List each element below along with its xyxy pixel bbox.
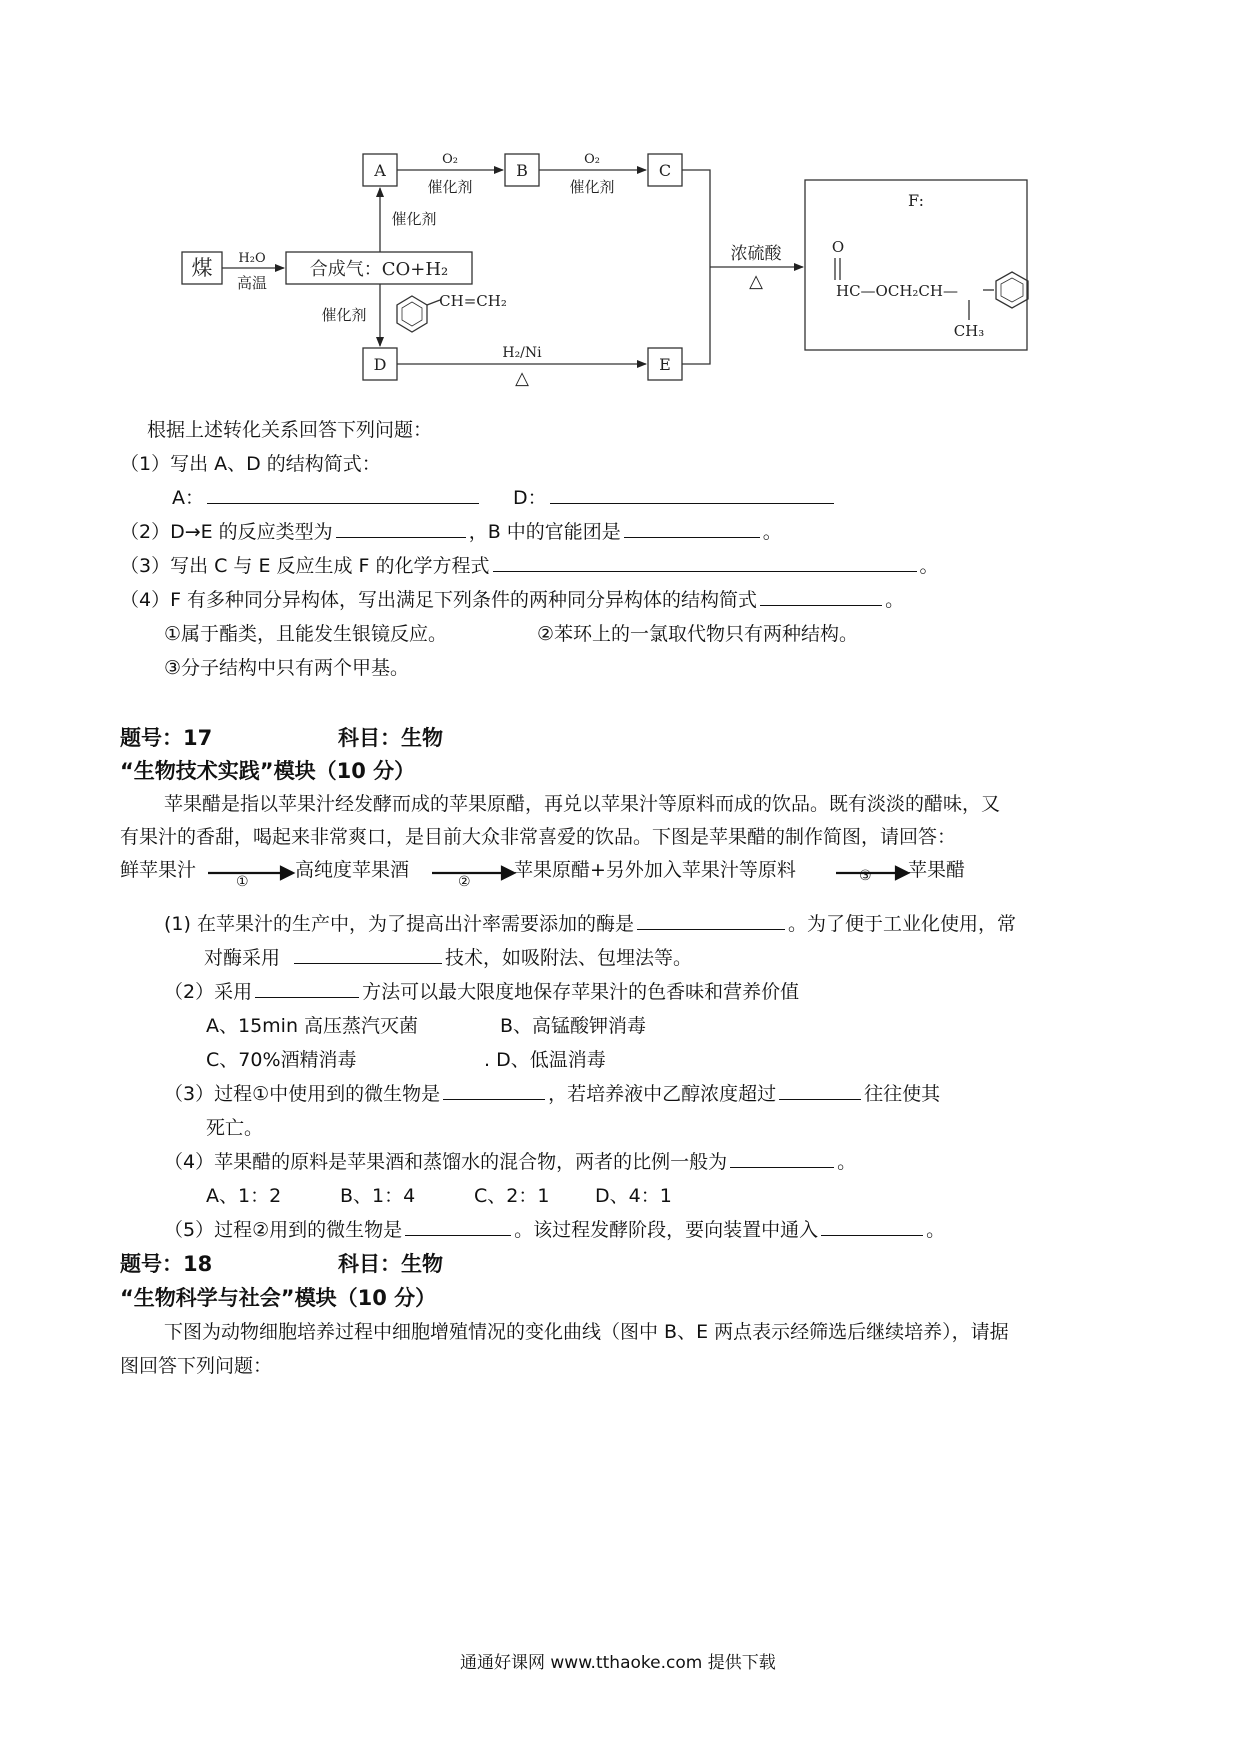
q17-part4-end: 。 [837,1151,857,1173]
answer-blank-microbe-1[interactable] [443,1081,545,1100]
answer-blank-gas[interactable] [821,1217,923,1236]
q17-module: “生物技术实践”模块（10 分） [120,759,416,783]
flow-step-4: 苹果醋 [908,859,966,881]
q17-part5-text-a: （5）过程②用到的微生物是 [164,1219,403,1241]
label-o2-bc: O₂ [584,152,600,167]
label-h2-ni: H₂/Ni [502,345,542,361]
q17-part4-option-d: D、4：1 [595,1185,672,1207]
q17-part1-text-d: 技术，如吸附法、包埋法等。 [445,947,693,969]
box-c-label: C [658,161,672,180]
q17-para-1: 苹果醋是指以苹果汁经发酵而成的苹果原醋，再兑以苹果汁等原料而成的饮品。既有淡淡的醋味，又 [164,793,1001,815]
label-o2-ab: O₂ [442,152,458,167]
q17-part1-line1 [164,910,1016,938]
answer-blank-microbe-2[interactable] [405,1217,511,1236]
q17-part2-text-a: （2）采用 [164,981,253,1003]
q17-number: 题号：17 [120,726,213,750]
label-delta-acid: △ [749,271,763,292]
q18-para-1: 下图为动物细胞培养过程中细胞增殖情况的变化曲线（图中 B、E 两点表示经筛选后继续培养），请据 [164,1321,1009,1343]
q16-intro: 根据上述转化关系回答下列问题： [147,419,433,441]
label-styrene: CH=CH₂ [439,292,507,310]
q17-part3-cont: 死亡。 [206,1117,264,1139]
answer-blank-ethanol-conc[interactable] [779,1081,861,1100]
box-d-label: D [373,355,387,374]
q16-part4-text: （4）F 有多种同分异构体，写出满足下列条件的两种同分异构体的结构简式 [120,589,758,611]
label-cat-syn-d: 催化剂 [321,306,367,324]
answer-blank-enzyme[interactable] [637,911,785,930]
q17-part3-text-b: ，若培养液中乙醇浓度超过 [548,1083,777,1105]
q17-part2-option-b: B、高锰酸钾消毒 [500,1015,647,1037]
q17-part1-line2 [204,944,692,972]
answer-blank-method[interactable] [255,979,359,998]
box-coal-label: 煤 [191,256,213,280]
label-cat-syn-a: 催化剂 [391,210,437,228]
q17-part4-text: （4）苹果醋的原料是苹果酒和蒸馏水的混合物，两者的比例一般为 [164,1151,728,1173]
q16-condition-3: ③分子结构中只有两个甲基。 [164,657,410,679]
q17-part4-option-a: A、1：2 [206,1185,282,1207]
q16-condition-2: ②苯环上的一氯取代物只有两种结构。 [537,623,859,645]
q17-part2-option-a: A、15min 高压蒸汽灭菌 [206,1015,419,1037]
q17-part5 [164,1216,945,1244]
f-main-chain: HC—OCH₂CH— [836,282,958,300]
q18-subject: 科目：生物 [338,1252,443,1276]
box-e-label: E [659,355,671,374]
q16-label-a: A： [172,487,204,509]
q17-part4 [164,1148,856,1176]
q16-part3-text: （3）写出 C 与 E 反应生成 F 的化学方程式 [120,555,490,577]
q17-part4-option-b: B、1：4 [340,1185,416,1207]
label-conc-acid: 浓硫酸 [730,244,782,264]
q18-number: 题号：18 [120,1252,213,1276]
q17-part2-option-d: . D、低温消毒 [484,1049,606,1071]
box-f-title: F: [908,191,924,210]
q17-part4-option-c: C、2：1 [474,1185,550,1207]
q17-para-2: 有果汁的香甜，喝起来非常爽口，是目前大众非常喜爱的饮品。下图是苹果醋的制作简图，请回答： [120,826,957,848]
box-a-label: A [374,161,386,180]
flow-step-1: 鲜苹果汁 [120,859,197,881]
flow-step-3: 苹果原醋+另外加入苹果汁等原料 [514,859,796,881]
q16-part3-end: 。 [919,555,939,577]
label-h2o: H₂O [238,251,266,266]
q16-part2-text-b: ，B 中的官能团是 [468,521,621,543]
page-footer: 通通好课网 www.tthaoke.com 提供下载 [460,1653,776,1673]
q17-part1-text-a: (1) 在苹果汁的生产中，为了提高出汁率需要添加的酶是 [164,913,634,935]
label-high-temp: 高温 [236,274,268,292]
q16-label-d: D： [513,487,547,509]
q18-para-2: 图回答下列问题： [120,1355,273,1377]
flow-num-2: ② [458,874,471,890]
f-carbonyl-o: O [831,238,845,256]
q16-part4-end: 。 [885,589,905,611]
q17-subject: 科目：生物 [338,726,443,750]
box-syngas-label: 合成气：CO+H₂ [309,259,449,280]
q18-module: “生物科学与社会”模块（10 分） [120,1286,437,1310]
q17-part5-text-b: 。该过程发酵阶段，要向装置中通入 [514,1219,819,1241]
box-b-label: B [516,161,528,180]
label-cat-bc: 催化剂 [569,178,615,196]
q17-part2 [164,978,799,1006]
q17-part2-text-b: 方法可以最大限度地保存苹果汁的色香味和营养价值 [362,981,800,1003]
q16-part1: （1）写出 A、D 的结构简式： [120,453,381,475]
label-delta-de: △ [515,368,529,389]
q17-part5-end: 。 [926,1219,946,1241]
flow-step-2: 高纯度苹果酒 [295,859,410,881]
answer-blank-ratio[interactable] [730,1149,834,1168]
q17-part3-text-c: 往往使其 [864,1083,941,1105]
q17-part1-text-c: 对酶采用 [204,947,281,969]
label-cat-ab: 催化剂 [427,178,473,196]
flow-num-3: ③ [859,868,872,884]
q17-part2-option-c: C、70%酒精消毒 [206,1049,357,1071]
q17-part3 [164,1080,940,1108]
f-methyl: CH₃ [953,322,985,340]
q16-part2-text-c: 。 [762,521,782,543]
q17-part1-text-b: 。为了便于工业化使用，常 [787,913,1016,935]
q16-part2-text-a: （2）D→E 的反应类型为 [120,521,333,543]
q16-condition-1: ①属于酯类，且能发生银镜反应。 [164,623,448,645]
flow-num-1: ① [236,874,249,890]
q17-part3-text-a: （3）过程①中使用到的微生物是 [164,1083,441,1105]
answer-blank-technique[interactable] [294,945,442,964]
